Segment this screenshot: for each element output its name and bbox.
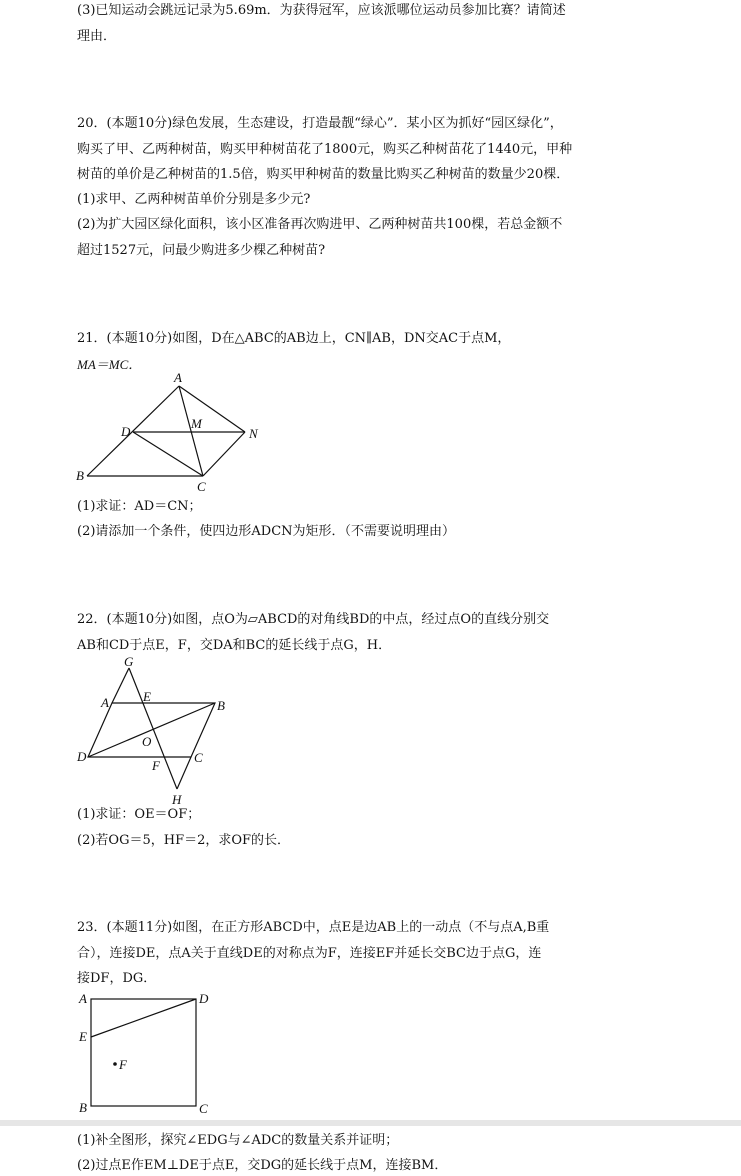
q22-figure <box>72 654 242 808</box>
q21-figure <box>70 372 270 496</box>
q22-part1: (1)求证：OE＝OF； <box>77 807 201 822</box>
label-b: B <box>217 698 225 713</box>
point-f <box>113 1062 117 1066</box>
segment-cn <box>203 432 245 476</box>
q23-line1: 23．(本题11分)如图，在正方形ABCD中，点E是边AB上的一动点（不与点A,B重 <box>77 920 550 935</box>
q21-part2: (2)请添加一个条件，使四边形ADCN为矩形．（不需要说明理由） <box>77 524 456 539</box>
label-a: A <box>174 372 182 385</box>
label-d: D <box>77 749 87 764</box>
diagonal-bd <box>88 703 215 757</box>
q23-figure <box>70 988 230 1120</box>
label-m: M <box>191 416 202 431</box>
q21-part1: (1)求证：AD＝CN； <box>77 499 202 514</box>
label-d: D <box>199 991 209 1006</box>
label-n: N <box>249 426 258 441</box>
label-f: F <box>119 1057 127 1072</box>
q20-part2-line2: 超过1527元，问最少购进多少棵乙种树苗? <box>77 243 326 258</box>
q22-part2: (2)若OG＝5，HF＝2，求OF的长． <box>77 833 291 848</box>
q20-line1: 20．(本题10分)绿色发展，生态建设，打造最靓“绿心”．某小区为抓好“园区绿化”， <box>77 116 563 131</box>
label-a: A <box>101 695 109 710</box>
q23-part2: (2)过点E作EM⊥DE于点E，交DG的延长线于点M，连接BM． <box>77 1158 448 1173</box>
q20-line3: 树苗的单价是乙种树苗的1.5倍，购买甲种树苗的数量比购买乙种树苗的数量少20棵． <box>77 167 570 182</box>
label-e: E <box>143 689 151 704</box>
q22-line2: AB和CD于点E，F，交DA和BC的延长线于点G，H． <box>77 638 392 653</box>
extension-ch <box>177 757 191 789</box>
q19-part3-line2: 理由． <box>77 29 117 44</box>
label-b: B <box>79 1100 87 1115</box>
label-f: F <box>152 758 160 773</box>
label-o: O <box>142 734 152 749</box>
q19-part3-line1: (3)已知运动会跳远记录为5.69m．为获得冠军，应该派哪位运动员参加比赛？请简述 <box>77 3 566 18</box>
label-d: D <box>121 424 131 439</box>
q20-part1: (1)求甲、乙两种树苗单价分别是多少元? <box>77 192 311 207</box>
label-h: H <box>172 792 182 807</box>
q23-part1: (1)补全图形，探究∠EDG与∠ADC的数量关系并证明； <box>77 1133 399 1148</box>
label-c: C <box>199 1101 208 1116</box>
label-g: G <box>124 654 134 669</box>
q21-line2: MA＝MC． <box>77 357 142 372</box>
page-separator <box>0 1120 741 1126</box>
label-c: C <box>194 750 203 765</box>
q23-line2: 合），连接DE，点A关于直线DE的对称点为F，连接EF并延长交BC边于点G，连 <box>77 946 542 961</box>
q21-line1: 21．(本题10分)如图，D在△ABC的AB边上，CN∥AB，DN交AC于点M， <box>77 331 511 346</box>
label-c: C <box>197 479 206 494</box>
q23-line3: 接DF，DG． <box>77 971 157 986</box>
segment-ab <box>87 386 179 476</box>
label-e: E <box>79 1029 87 1044</box>
segment-de <box>91 999 196 1037</box>
q20-line2: 购买了甲、乙两种树苗，购买甲种树苗花了1800元，购买乙种树苗花了1440元，甲种 <box>77 142 573 157</box>
q20-part2-line1: (2)为扩大园区绿化面积，该小区准备再次购进甲、乙两种树苗共100棵，若总金额不 <box>77 217 563 232</box>
square-abcd <box>91 999 196 1106</box>
label-b: B <box>76 468 84 483</box>
extension-ag <box>112 668 129 703</box>
q22-line1: 22．(本题10分)如图，点O为▱ABCD的对角线BD的中点，经过点O的直线分别交 <box>77 612 550 627</box>
label-a: A <box>79 991 87 1006</box>
